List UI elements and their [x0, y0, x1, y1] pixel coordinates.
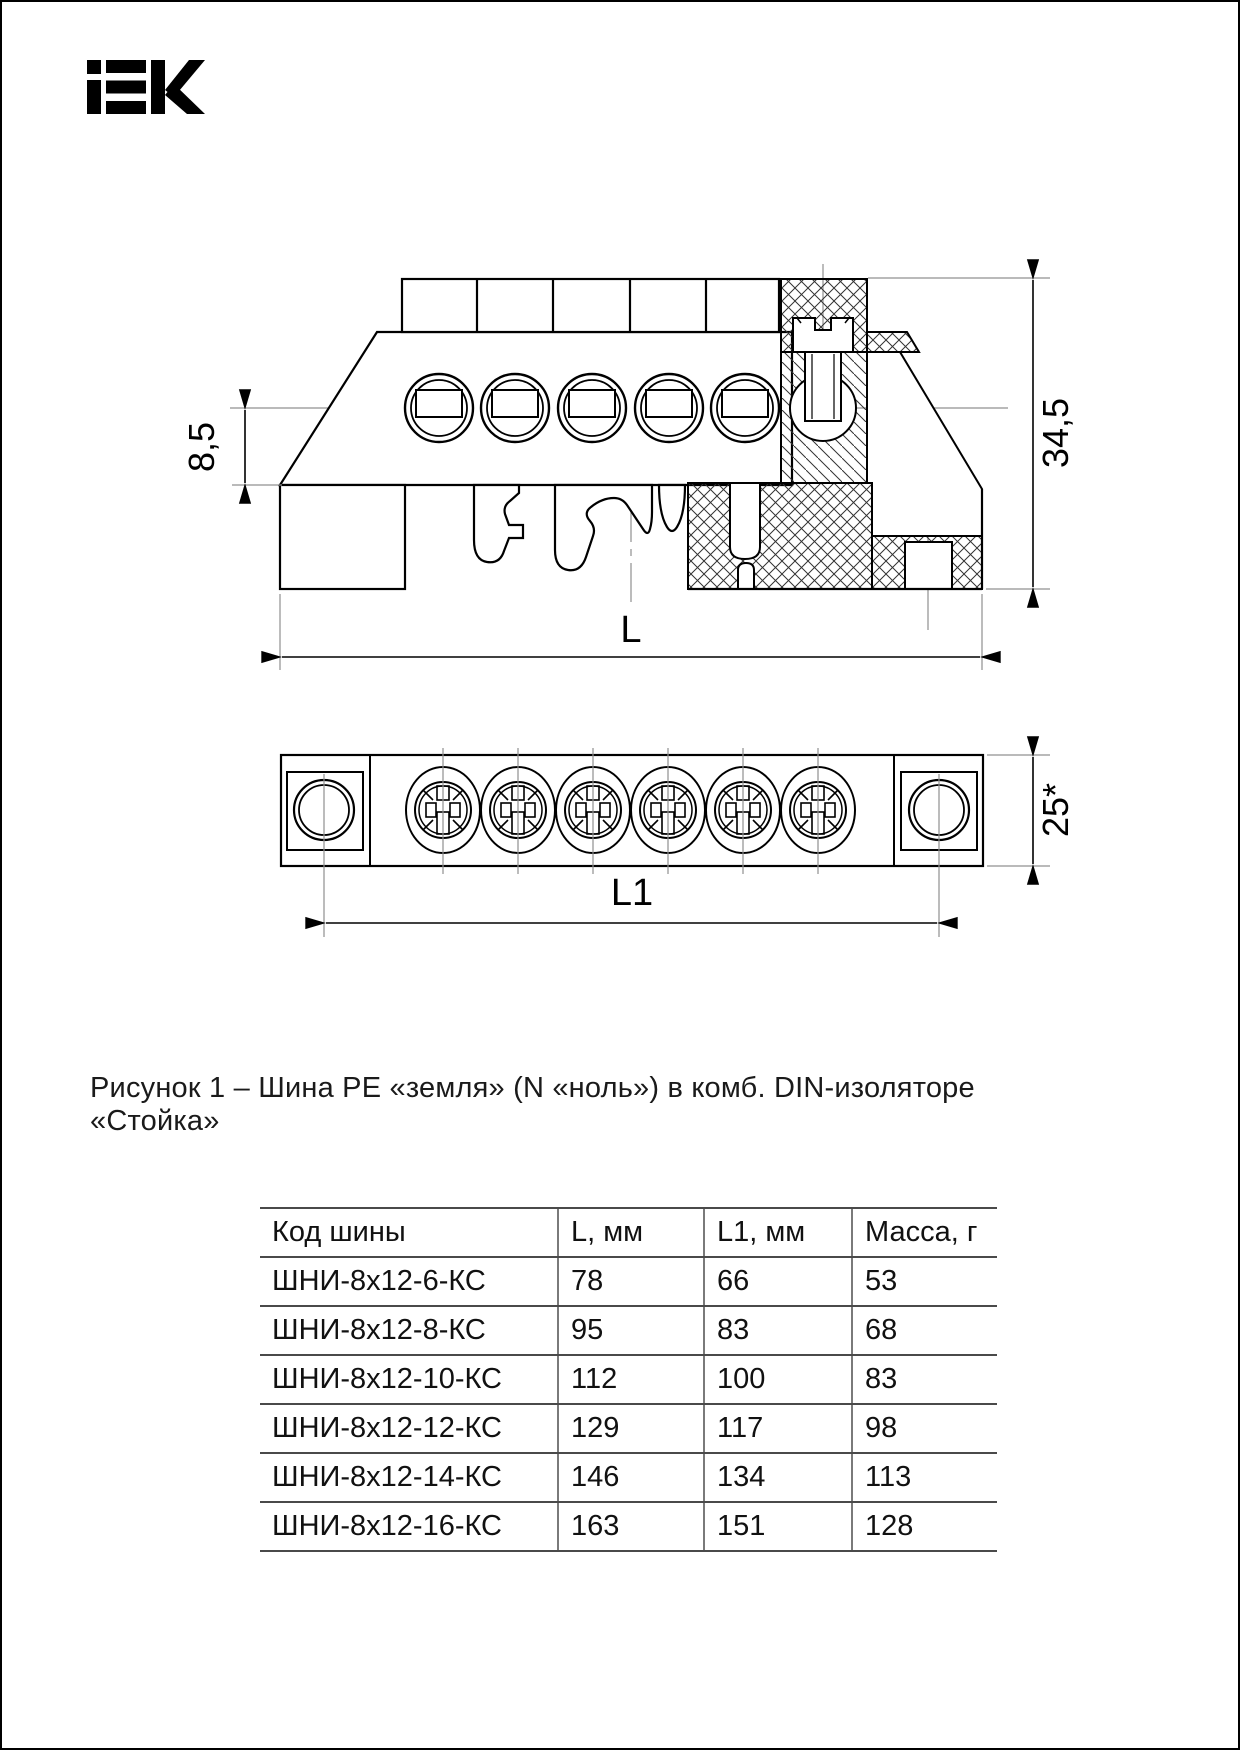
- dim-label-L1: L1: [610, 872, 654, 914]
- table-cell: ШНИ-8х12-12-КС: [260, 1404, 558, 1453]
- table-cell: 134: [704, 1453, 852, 1502]
- table-cell: 129: [558, 1404, 704, 1453]
- dim-label-34-5: 34,5: [1035, 397, 1076, 469]
- table-header-cell: L, мм: [558, 1208, 704, 1257]
- terminal-blocks-top: [402, 279, 779, 332]
- spec-table: [260, 1207, 997, 1552]
- table-cell: 68: [852, 1306, 997, 1355]
- table-header-cell: Код шины: [260, 1208, 558, 1257]
- table-row: [260, 1453, 997, 1502]
- table-cell: 113: [852, 1453, 997, 1502]
- table-cell: 100: [704, 1355, 852, 1404]
- table-cell: 128: [852, 1502, 997, 1551]
- table-header-cell: L1, мм: [704, 1208, 852, 1257]
- iek-logo: [87, 60, 205, 114]
- table-cell: 146: [558, 1453, 704, 1502]
- dim-label-8-5: 8,5: [181, 421, 222, 473]
- dimension-L1: [326, 872, 937, 923]
- table-row: [260, 1404, 997, 1453]
- dimension-8-5: [181, 410, 282, 485]
- dim-label-L: L: [620, 609, 642, 651]
- table-cell: ШНИ-8х12-8-КС: [260, 1306, 558, 1355]
- table-cell: ШНИ-8х12-16-КС: [260, 1502, 558, 1551]
- table-cell: 95: [558, 1306, 704, 1355]
- table-row: [260, 1306, 997, 1355]
- side-view: [181, 264, 1076, 670]
- dim-label-25: 25*: [1035, 782, 1076, 838]
- table-row: [260, 1502, 997, 1551]
- dimension-25: [987, 755, 1076, 866]
- table-cell: 66: [704, 1257, 852, 1306]
- dimension-L: [280, 594, 982, 670]
- spec-table-body: [260, 1208, 997, 1551]
- table-row: [260, 1355, 997, 1404]
- top-view: [281, 748, 1076, 937]
- table-cell: ШНИ-8х12-6-КС: [260, 1257, 558, 1306]
- table-cell: ШНИ-8х12-14-КС: [260, 1453, 558, 1502]
- table-cell: 112: [558, 1355, 704, 1404]
- table-header-row: [260, 1208, 997, 1257]
- table-cell: 163: [558, 1502, 704, 1551]
- table-header-cell: Масса, г: [852, 1208, 997, 1257]
- table-cell: 83: [852, 1355, 997, 1404]
- table-cell: 78: [558, 1257, 704, 1306]
- table-cell: 151: [704, 1502, 852, 1551]
- table-row: [260, 1257, 997, 1306]
- table-cell: 98: [852, 1404, 997, 1453]
- table-cell: 83: [704, 1306, 852, 1355]
- figure-caption: Рисунок 1 – Шина PE «земля» (N «ноль») в комб. DIN-изоляторе «Стойка»: [90, 1072, 975, 1137]
- table-cell: 53: [852, 1257, 997, 1306]
- table-cell: 117: [704, 1404, 852, 1453]
- table-cell: ШНИ-8х12-10-КС: [260, 1355, 558, 1404]
